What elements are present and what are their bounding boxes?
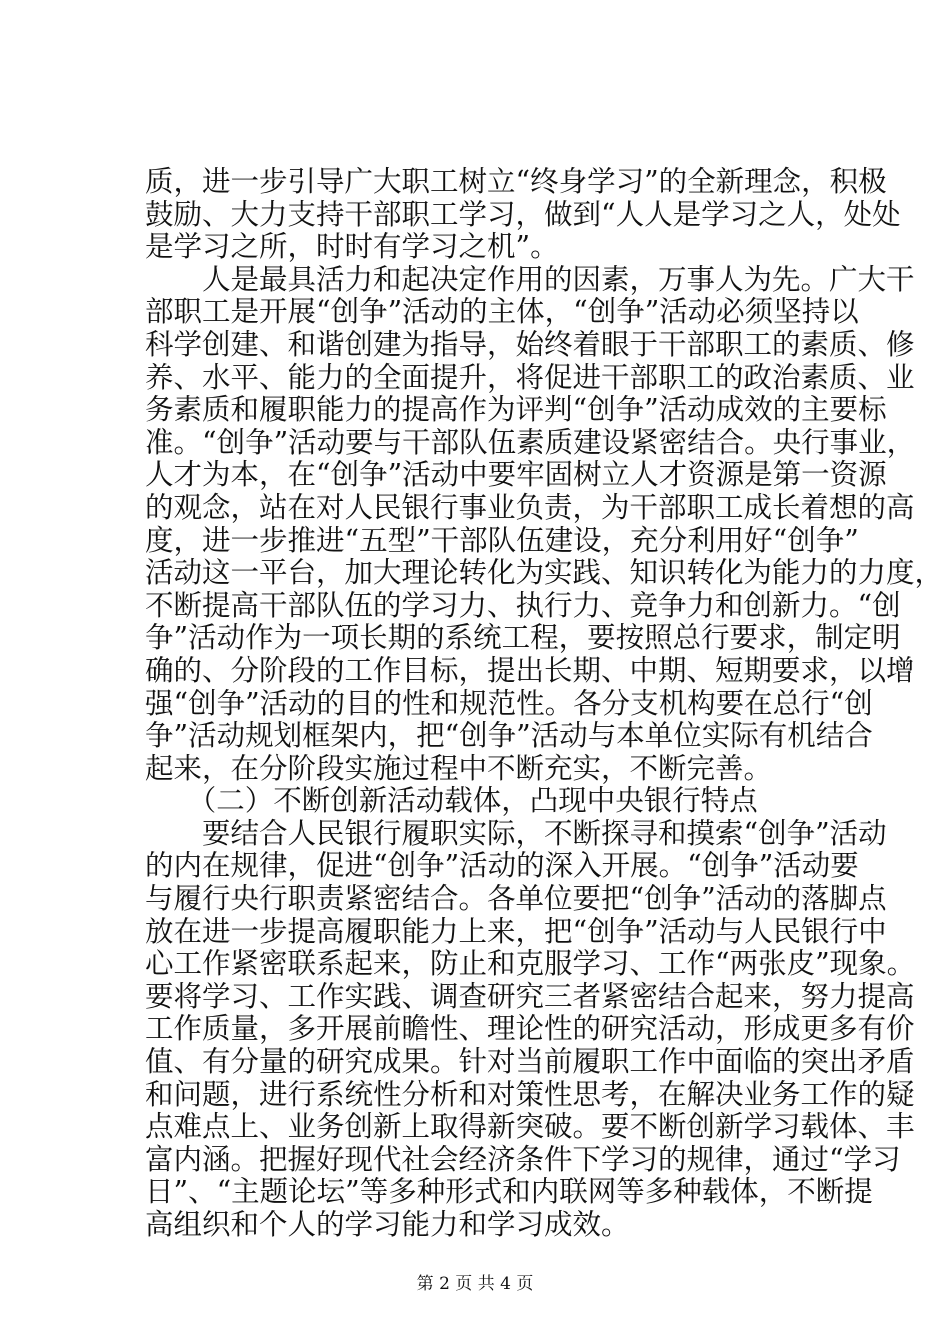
text-line: 不断提高干部队伍的学习力、执行力、竞争力和创新力。“创 [145, 588, 901, 622]
text-line: （二）不断创新活动载体，凸现中央银行特点 [145, 784, 758, 818]
text-line: 值、有分量的研究成果。针对当前履职工作中面临的突出矛盾 [145, 1045, 915, 1079]
text-line: 要结合人民银行履职实际，不断探寻和摸索“创争”活动 [145, 816, 887, 850]
text-line: 的内在规律，促进“创争”活动的深入开展。“创争”活动要 [145, 849, 859, 883]
text-line: 人是最具活力和起决定作用的因素，万事人为先。广大干 [145, 262, 915, 296]
text-line: 日”、“主题论坛”等多种形式和内联网等多种载体，不断提 [145, 1175, 873, 1209]
text-line: 和问题，进行系统性分析和对策性思考，在解决业务工作的疑 [145, 1077, 915, 1111]
text-line: 务素质和履职能力的提高作为评判“创争”活动成效的主要标 [145, 393, 887, 427]
text-line: 高组织和个人的学习能力和学习成效。 [145, 1208, 630, 1241]
text-line: 部职工是开展“创争”活动的主体，“创争”活动必须坚持以 [145, 295, 859, 329]
text-line: 鼓励、大力支持干部职工学习，做到“人人是学习之人，处处 [145, 197, 901, 231]
text-line: 养、水平、能力的全面提升，将促进干部职工的政治素质、业 [145, 360, 915, 394]
page-footer: 第 2 页 共 4 页 [416, 1274, 534, 1294]
text-line: 是学习之所，时时有学习之机”。 [145, 230, 559, 264]
text-line: 活动这一平台，加大理论转化为实践、知识转化为能力的力度， [145, 556, 944, 590]
text-line: 确的、分阶段的工作目标，提出长期、中期、短期要求，以增 [145, 653, 915, 687]
text-line: 度，进一步推进“五型”干部队伍建设，充分利用好“创争” [145, 523, 859, 557]
text-line: 与履行央行职责紧密结合。各单位要把“创争”活动的落脚点 [145, 882, 887, 916]
text-line: 人才为本，在“创争”活动中要牢固树立人才资源是第一资源 [145, 458, 887, 492]
text-line: 富内涵。把握好现代社会经济条件下学习的规律，通过“学习 [145, 1142, 901, 1176]
text-line: 放在进一步提高履职能力上来，把“创争”活动与人民银行中 [145, 914, 887, 948]
text-line: 要将学习、工作实践、调查研究三者紧密结合起来，努力提高 [145, 979, 915, 1013]
text-line: 争”活动规划框架内，把“创争”活动与本单位实际有机结合 [145, 719, 873, 753]
text-line: 科学创建、和谐创建为指导，始终着眼于干部职工的素质、修 [145, 327, 915, 361]
text-line: 心工作紧密联系起来，防止和克服学习、工作“两张皮”现象。 [145, 947, 916, 981]
text-line: 起来，在分阶段实施过程中不断充实，不断完善。 [145, 751, 773, 785]
body-text [145, 165, 944, 1242]
text-line: 工作质量，多开展前瞻性、理论性的研究活动，形成更多有价 [145, 1012, 915, 1046]
text-line: 点难点上、业务创新上取得新突破。要不断创新学习载体、丰 [145, 1110, 915, 1144]
text-line: 质，进一步引导广大职工树立“终身学习”的全新理念，积极 [145, 165, 887, 198]
text-line: 争”活动作为一项长期的系统工程，要按照总行要求，制定明 [145, 621, 901, 655]
text-line: 的观念，站在对人民银行事业负责，为干部职工成长着想的高 [145, 490, 915, 524]
text-line: 准。“创争”活动要与干部队伍素质建设紧密结合。央行事业， [145, 425, 916, 459]
text-line: 强“创争”活动的目的性和规范性。各分支机构要在总行“创 [145, 686, 873, 720]
